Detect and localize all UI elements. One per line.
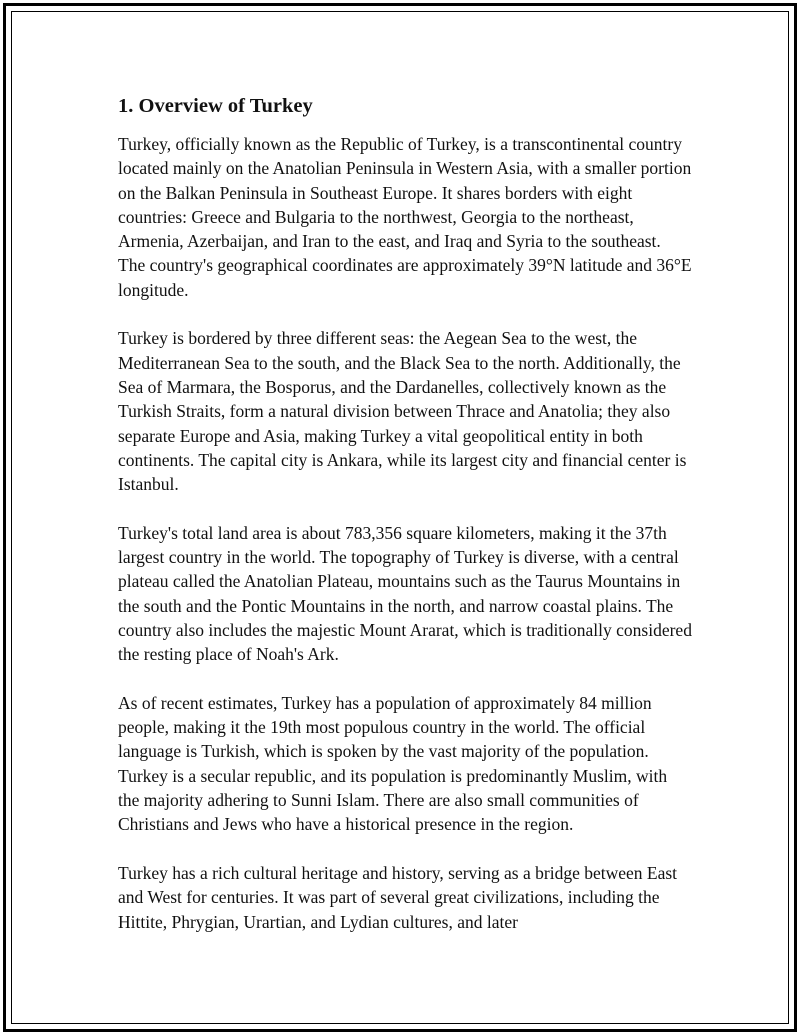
paragraph-location: Turkey, officially known as the Republic of Turkey, is a transcontinental country located mainly on the Anatolian Peninsula in Western Asia, with a smaller portion on the Balkan Peninsula in Southeast Europe. It shares borders with eight countries: Greece and Bulgaria to the northwest, Georgia to the northeast, Armenia, Azerbaijan, and Iran to the east, and Iraq and Syria to the southeast. The country's geographical coordinates are approximately 39°N latitude and 36°E longitude. [118,134,692,300]
paragraph-seas: Turkey is bordered by three different seas: the Aegean Sea to the west, the Mediterranean Sea to the south, and the Black Sea to the north. Additionally, the Sea of Marmara, the Bosporus, and the Dardanelles, collectively known as the Turkish Straits, form a natural division between Thrace and Anatolia; they also separate Europe and Asia, making Turkey a vital geopolitical entity in both continents. The capital city is Ankara, while its largest city and financial center is Istanbul. [118,328,687,495]
document-body [118,92,692,958]
paragraph-land-area: Turkey's total land area is about 783,356 square kilometers, making it the 37th largest country in the world. The topography of Turkey is diverse, with a central plateau called the Anatolian Plateau, mountains such as the Taurus Mountains in the south and the Pontic Mountains in the north, and narrow coastal plains. The country also includes the majestic Mount Ararat, which is traditionally considered the resting place of Noah's Ark. [118,522,692,665]
paragraph-population: As of recent estimates, Turkey has a population of approximately 84 million people, making it the 19th most populous country in the world. The official language is Turkish, which is spoken by the vast majority of the population. Turkey is a secular republic, and its population is predominantly Muslim, with the majority adhering to Sunni Islam. There are also small communities of Christians and Jews who have a historical presence in the region. [118,692,668,835]
section-heading: 1. Overview of Turkey [118,95,313,117]
paragraph-culture: Turkey has a rich cultural heritage and history, serving as a bridge between East and West for centuries. It was part of several great civilizations, including the Hittite, Phrygian, Urartian, and Lydian cultures, and later [118,862,678,932]
